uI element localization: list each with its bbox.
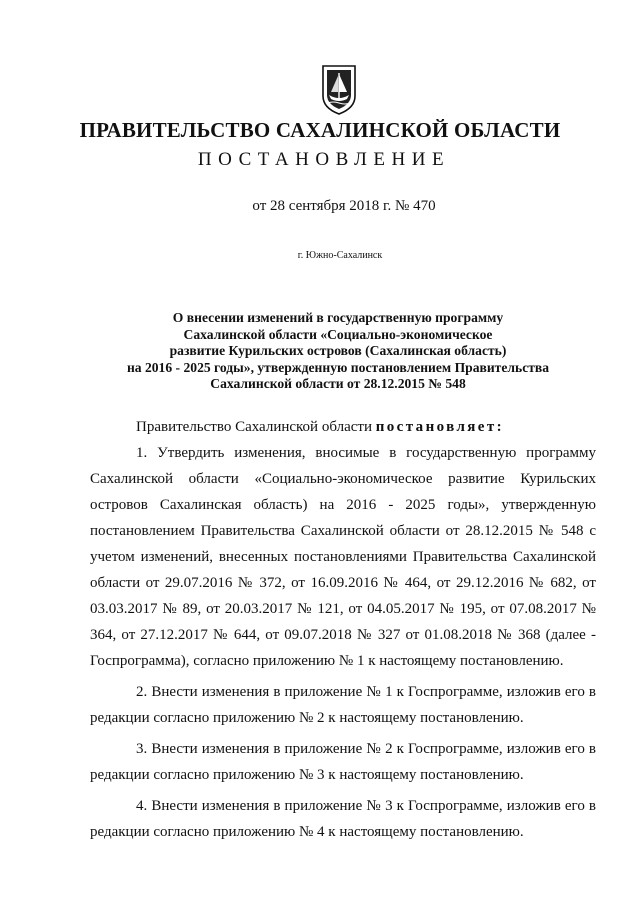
- decree-date-number: от 28 сентября 2018 г. № 470: [252, 198, 436, 214]
- paragraph-3: 3. Внести изменения в приложение № 2 к Госпрограмме, изложив его в редакции согласно приложению № 3 к настоящему постановлению.: [90, 741, 596, 783]
- subject-line: Сахалинской области от 28.12.2015 № 548: [210, 376, 466, 392]
- document-type: ПОСТАНОВЛЕНИЕ: [197, 149, 451, 170]
- subject-line: О внесении изменений в государственную программу: [172, 310, 504, 325]
- subject-line: развитие Курильских островов (Сахалинская область): [169, 343, 507, 359]
- paragraph-1: 1. Утвердить изменения, вносимые в государственную программу Сахалинской области «Социально-экономическое развитие Курильских островов Сахалинская область) на 2016 - 2025 годы», утвержденную постановлением Правительства Сахалинской области от 28.12.2015 № 548 с учетом изменений, внесенных постановлениями Правительства Сахалинской области от 29.07.2016 № 372, от 16.09.2016 № 464, от 29.12.2016 № 682, от 03.03.2017 № 89, от 20.03.2017 № 121, от 04.05.2017 № 195, от 07.08.2017 № 364, от 27.12.2017 № 644, от 09.07.2018 № 327 от 01.08.2018 № 368 (далее - Госпрограмма), согласно приложению № 1 к настоящему постановлению.: [90, 445, 596, 669]
- paragraph-4: 4. Внести изменения в приложение № 3 к Госпрограмме, изложив его в редакции согласно приложению № 4 к настоящему постановлению.: [90, 798, 596, 840]
- decree-body: [90, 414, 596, 845]
- issue-city: г. Южно-Сахалинск: [297, 250, 383, 261]
- sakhalin-coat-of-arms-icon: [319, 62, 359, 116]
- preamble: [90, 414, 596, 440]
- subject-line: Сахалинской области «Социально-экономическое: [183, 326, 493, 342]
- paragraph-2: 2. Внести изменения в приложение № 1 к Госпрограмме, изложив его в редакции согласно приложению № 2 к настоящему постановлению.: [90, 684, 596, 726]
- government-title: ПРАВИТЕЛЬСТВО САХАЛИНСКОЙ ОБЛАСТИ: [79, 118, 561, 142]
- decree-subject: [0, 310, 640, 393]
- preamble-text: Правительство Сахалинской области: [136, 419, 376, 435]
- subject-line: на 2016 - 2025 годы», утвержденную постановлением Правительства: [126, 359, 550, 375]
- preamble-keyword: постановляет:: [375, 419, 505, 435]
